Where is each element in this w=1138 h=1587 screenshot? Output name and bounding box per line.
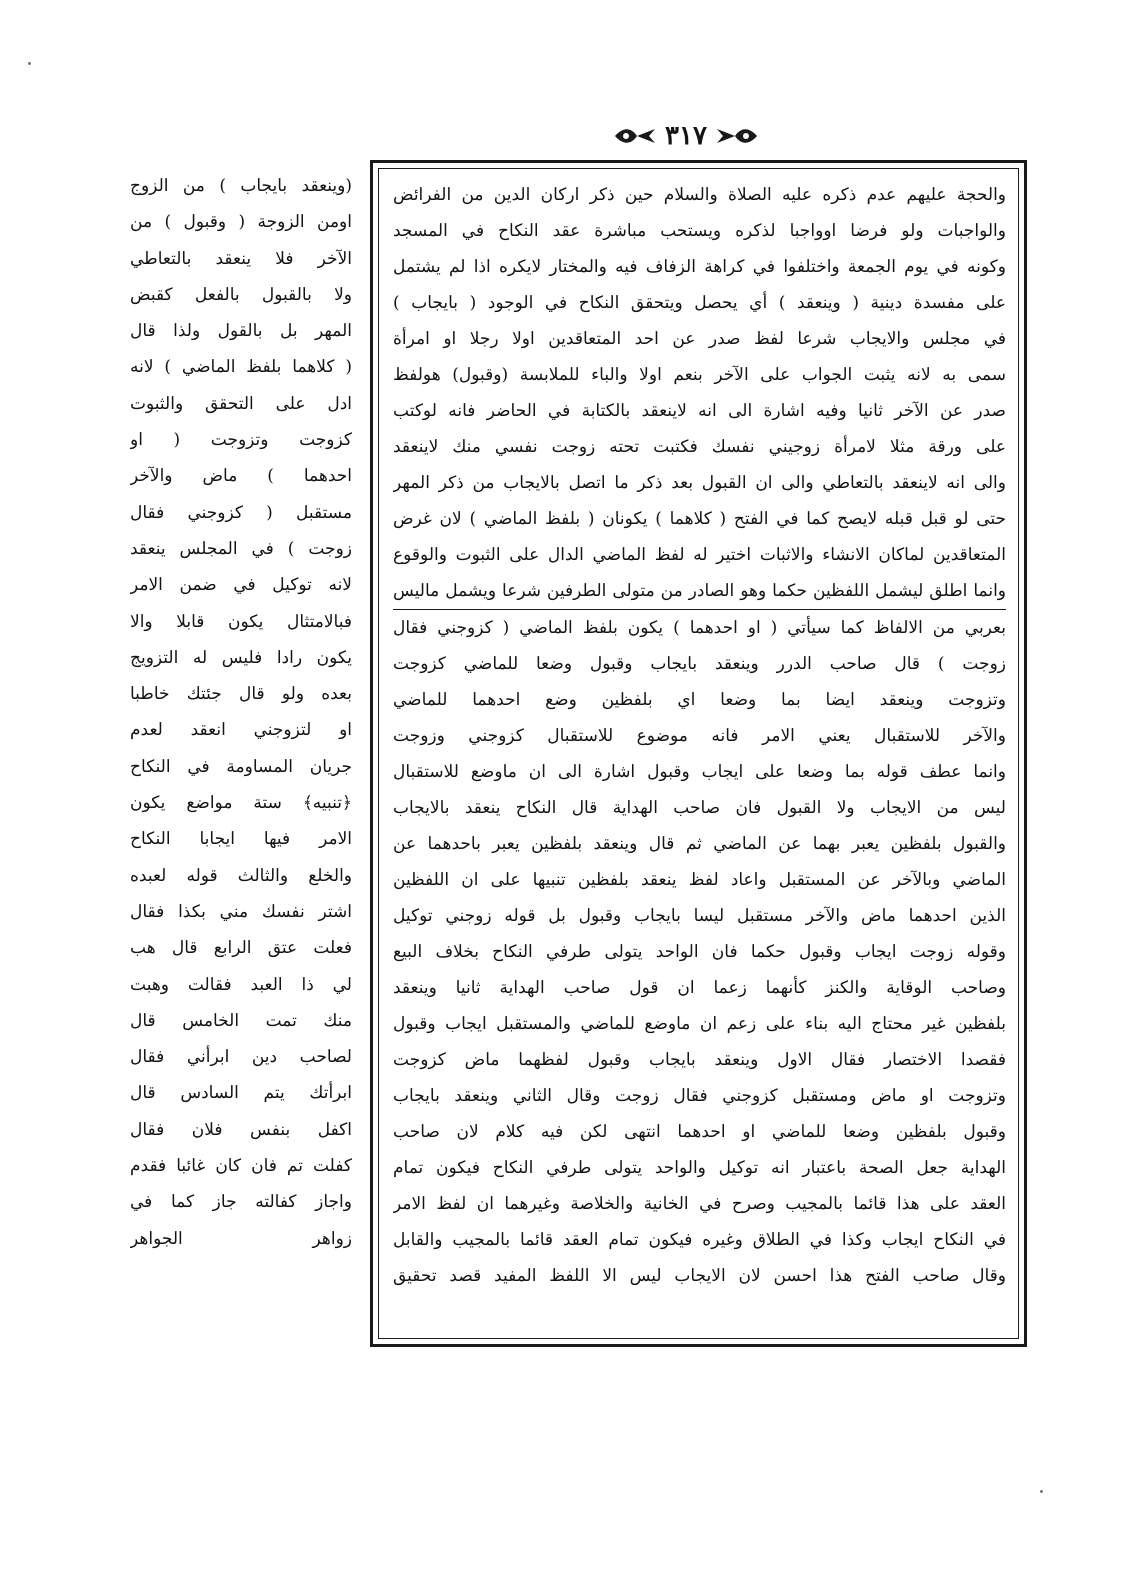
text-line: ولا بالقبول بالفعل كقبض <box>130 284 352 305</box>
text-line: في مجلس والايجاب شرعا لفظ صدر عن احد المتعاقدين اولا رجلا او امرأة <box>393 329 1006 349</box>
text-line: لانه توكيل في ضمن الامر <box>130 575 352 596</box>
text-line: زواهر الجواهر <box>130 1228 352 1249</box>
text-line: بعربي من الالفاظ كما سيأتي ( او احدهما ) يكون بلفظ الماضي ( كزوجني فقال <box>393 618 1006 638</box>
main-text-frame <box>370 160 1027 1347</box>
text-line: والآخر للاستقبال يعني الامر فانه موضوع للاستقبال كزوجني وزوجت <box>393 726 1006 746</box>
text-line: لي ذا العبد فقالت وهبت <box>130 974 352 995</box>
text-line: الماضي وبالآخر عن المستقبل واعاد لفظ ينعقد بلفظين تنبيها على ان اللفظين <box>393 870 1006 890</box>
text-line: والقبول بلفظين يعبر بهما عن الماضي ثم قال وينعقد بلفظين يعبر باحدهما عن <box>393 834 1006 854</box>
text-line: بعده ولو قال جئتك خاطبا <box>130 684 352 705</box>
text-line: والحجة عليهم عدم ذكره عليه الصلاة والسلام حين ذكر اركان الدين من الفرائض <box>393 185 1006 205</box>
text-line: والخلع والثالث قوله لعبده <box>130 865 352 886</box>
paper-speck <box>28 62 31 65</box>
text-line: والواجبات ولو فرضا اوواجبا لذكره ويستحب مباشرة عقد النكاح في المسجد <box>393 221 1006 241</box>
text-line: في النكاح ايجاب وكذا في الطلاق وغيره فيكون تمام العقد قائما بالمجيب والقابل <box>393 1230 1006 1250</box>
text-line: العقد على هذا قائما بالمجيب وصرح في الخانية والخلاصة وغيرهما ان لفظ الامر <box>393 1194 1006 1214</box>
text-line: وتزوجت وينعقد ايضا بما وضعا اي بلفظين وضع احدهما للماضي <box>393 690 1006 710</box>
text-line: والى انه لاينعقد بالتعاطي والى ان القبول بعد ذكر ما اتصل بالايجاب من ذكر المهر <box>393 473 1006 493</box>
text-line: فبالامتثال يكون قابلا والا <box>130 611 352 632</box>
text-line: وتزوجت او ماض ومستقبل كزوجني فقال زوجت وقال الثاني وينعقد بايجاب <box>393 1086 1006 1106</box>
text-line: وانما عطف قوله بما وضعا على ايجاب وقبول اشارة الى ان ماوضع للاستقبال <box>393 762 1006 782</box>
text-line: يكون رادا فليس له التزويج <box>130 647 352 668</box>
text-line: مستقبل ( كزوجني فقال <box>130 502 352 523</box>
text-line: كفلت تم فان كان غائبا فقدم <box>130 1156 352 1177</box>
text-line: الهداية جعل الصحة باعتبار انه توكيل والواحد يتولى طرفي النكاح فيكون تمام <box>393 1158 1006 1178</box>
text-line: الامر فيها ايجابا النكاح <box>130 829 352 850</box>
text-line: اكفل بنفس فلان فقال <box>130 1119 352 1140</box>
page-number: ٣١٧ <box>665 121 707 151</box>
text-line: فقصدا الاختصار فقال الاول وينعقد بايجاب وقبول لفظهما ماض كزوجت <box>393 1050 1006 1070</box>
ornament-right-icon <box>715 125 759 147</box>
text-line: كزوجت وتزوجت ( او <box>130 430 352 451</box>
text-line: الذين احدهما ماض والآخر مستقبل ليسا بايجاب وقبول بل قوله زوجني توكيل <box>393 906 1006 926</box>
text-line: واجاز كفالته جاز كما في <box>130 1192 352 1213</box>
text-line: منك تمت الخامس قال <box>130 1010 352 1031</box>
text-line: اشتر نفسك مني بكذا فقال <box>130 901 352 922</box>
side-matn-column <box>130 168 352 1257</box>
main-commentary-text <box>393 177 1006 1294</box>
ornament-left-icon <box>613 125 657 147</box>
text-line: ( كلاهما بلفظ الماضي ) لانه <box>130 357 352 378</box>
text-line: وكونه في يوم الجمعة واختلفوا في كراهة الزفاف فيه والمختار لايكره اذا لم يشتمل <box>393 257 1006 277</box>
page-header <box>596 118 776 154</box>
text-line: فعلت عتق الرابع قال هب <box>130 938 352 959</box>
text-line: اومن الزوجة ( وقبول ) من <box>130 212 352 233</box>
text-line: حتى لو قبل قبله لايصح كما في الفتح ( كلاهما ) يكونان ( بلفظ الماضي ) لان غرض <box>393 509 1006 529</box>
text-line: جريان المساومة في النكاح <box>130 756 352 777</box>
text-line: وانما اطلق ليشمل اللفظين حكما وهو الصادر من متولى الطرفين شرعا ويشمل ماليس <box>393 573 1006 610</box>
text-line: وقال صاحب الفتح هذا احسن لان الايجاب ليس الا اللفظ المفيد قصد تحقيق <box>393 1266 1006 1286</box>
text-line: ادل على التحقق والثبوت <box>130 393 352 414</box>
text-line: المهر بل بالقول ولذا قال <box>130 321 352 342</box>
text-line: بلفظين غير محتاج اليه بناء على زعم ان ماوضع للماضي والمستقبل ايجاب وقبول <box>393 1014 1006 1034</box>
text-line: سمى به لانه يثبت الجواب على الآخر بنعم اولا والباء للملابسة (وقبول) هولفظ <box>393 365 1006 385</box>
text-line: الآخر فلا ينعقد بالتعاطي <box>130 248 352 269</box>
text-line: وقبول بلفظين وضعا للماضي او احدهما انتهى لكن فيه كلام لان صاحب <box>393 1122 1006 1142</box>
text-line: ﴿تنبيه﴾ ستة مواضع يكون <box>130 793 352 814</box>
text-line: وقوله زوجت ايجاب وقبول حكما فان الواحد يتولى طرفي النكاح بخلاف البيع <box>393 942 1006 962</box>
text-line: احدهما ) ماض والآخر <box>130 466 352 487</box>
text-line: المتعاقدين لماكان الانشاء والاثبات اختير له لفظ الماضي الدال على الثبوت والوقوع <box>393 545 1006 565</box>
text-line: على ورقة مثلا لامرأة زوجيني نفسك فكتبت تحته زوجت نفسي منك لاينعقد <box>393 437 1006 457</box>
text-line: (وينعقد بايجاب ) من الزوج <box>130 176 352 196</box>
text-line: لصاحب دين ابرأني فقال <box>130 1047 352 1068</box>
text-line: زوجت ) في المجلس ينعقد <box>130 538 352 559</box>
paper-speck <box>1040 1490 1043 1493</box>
text-line: صدر عن الآخر ثانيا وفيه اشارة الى انه لاينعقد بالكتابة في الحاضر فانه لوكتب <box>393 401 1006 421</box>
text-line: زوجت ) قال صاحب الدرر وينعقد بايجاب وقبول وضعا للماضي كزوجت <box>393 654 1006 674</box>
text-line: وصاحب الوقاية والكنز كأنهما زعما ان قول صاحب الهداية ثانيا وينعقد <box>393 978 1006 998</box>
main-text-frame-inner <box>378 168 1019 1339</box>
text-line: ابرأتك يتم السادس قال <box>130 1083 352 1104</box>
text-line: على مفسدة دينية ( وينعقد ) أي يحصل ويتحقق النكاح في الوجود ( بايجاب ) <box>393 293 1006 313</box>
text-line: ليس من الايجاب ولا القبول فان صاحب الهداية قال النكاح ينعقد بالايجاب <box>393 798 1006 818</box>
text-line: او لتزوجني انعقد لعدم <box>130 720 352 741</box>
